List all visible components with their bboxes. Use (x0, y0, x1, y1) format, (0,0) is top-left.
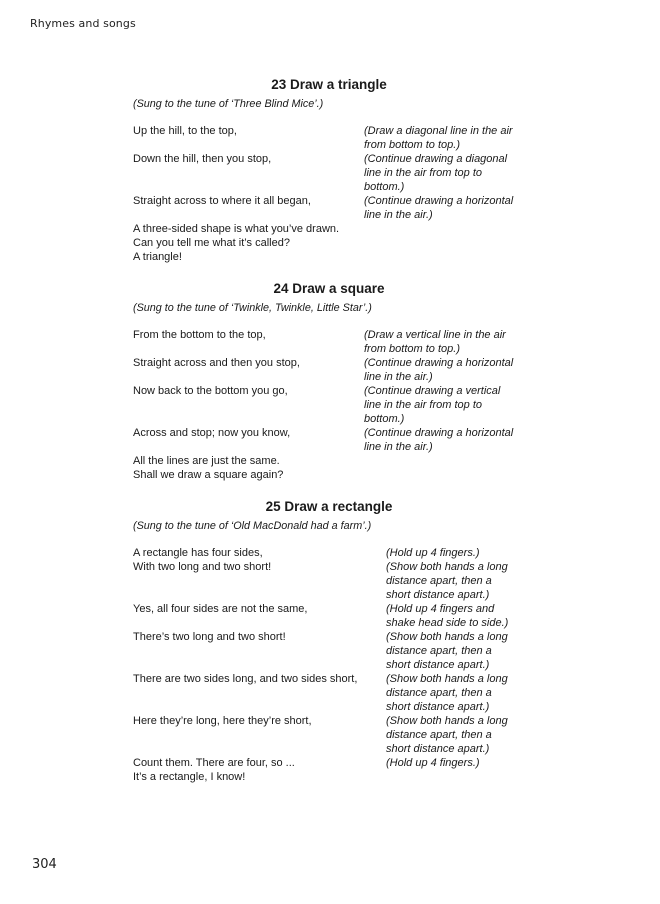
verse-row (133, 630, 553, 672)
lyric-line: Across and stop; now you know, (133, 427, 291, 439)
verse-row (133, 756, 553, 784)
lyric-line: Now back to the bottom you go, (133, 385, 288, 397)
song-tune: (Sung to the tune of ‘Three Blind Mice’.) (133, 98, 324, 110)
page-number: 304 (32, 857, 57, 872)
song-tune: (Sung to the tune of ‘Twinkle, Twinkle, Little Star’.) (133, 302, 372, 314)
song-title: 25 Draw a rectangle (265, 499, 393, 514)
lyric-line: A rectangle has four sides, (133, 547, 263, 559)
verse-row (133, 672, 553, 714)
verse-row (133, 454, 553, 482)
verse-row (133, 560, 553, 602)
action-note: (Continue drawing a vertical line in the air from top to bottom.) (364, 385, 501, 425)
song-25 (133, 499, 553, 784)
lyric-line: Straight across and then you stop, (133, 357, 300, 369)
lyric-line: A three-sided shape is what you’ve drawn. Can you tell me what it’s called? A triangle! (133, 223, 340, 263)
running-head: Rhymes and songs (30, 17, 136, 30)
action-note: (Continue drawing a horizontal line in the air.) (364, 357, 514, 383)
action-note: (Continue drawing a horizontal line in the air.) (364, 195, 514, 221)
action-note: (Draw a diagonal line in the air from bottom to top.) (364, 125, 513, 151)
song-24 (133, 281, 553, 482)
song-tune: (Sung to the tune of ‘Old MacDonald had a farm’.) (133, 520, 372, 532)
action-note: (Show both hands a long distance apart, then a short distance apart.) (386, 561, 508, 601)
verse-row (133, 546, 553, 560)
verse-row (133, 602, 553, 630)
lyric-line: All the lines are just the same. Shall we draw a square again? (133, 455, 284, 481)
verse-row (133, 124, 553, 151)
lyric-line: Straight across to where it all began, (133, 195, 311, 207)
lyric-line: Yes, all four sides are not the same, (133, 603, 308, 615)
verse-row (133, 426, 553, 454)
action-note: (Draw a vertical line in the air from bottom to top.) (364, 329, 506, 355)
lyric-line: Count them. There are four, so ... It’s a rectangle, I know! (133, 757, 295, 783)
action-note: (Continue drawing a diagonal line in the air from top to bottom.) (364, 153, 508, 193)
verse-row (133, 356, 553, 384)
lyric-line: Here they’re long, here they’re short, (133, 715, 312, 727)
action-note: (Continue drawing a horizontal line in the air.) (364, 427, 514, 453)
lyric-line: From the bottom to the top, (133, 329, 266, 341)
lyric-line: Up the hill, to the top, (133, 125, 237, 137)
action-note: (Show both hands a long distance apart, then a short distance apart.) (386, 715, 508, 755)
verse-row (133, 384, 553, 426)
verse-row (133, 194, 553, 222)
song-title: 24 Draw a square (273, 281, 385, 296)
action-note: (Hold up 4 fingers.) (386, 757, 480, 769)
verse-row (133, 152, 553, 194)
action-note: (Show both hands a long distance apart, then a short distance apart.) (386, 673, 508, 713)
lyric-line: With two long and two short! (133, 561, 272, 573)
verse-row (133, 222, 553, 264)
action-note: (Hold up 4 fingers.) (386, 547, 480, 559)
lyric-line: There are two sides long, and two sides short, (133, 673, 358, 685)
verse-row (133, 328, 553, 356)
lyric-line: Down the hill, then you stop, (133, 153, 272, 165)
song-title: 23 Draw a triangle (271, 77, 387, 92)
verse-row (133, 714, 553, 756)
lyric-line: There’s two long and two short! (133, 631, 286, 643)
action-note: (Hold up 4 fingers and shake head side to side.) (386, 603, 509, 629)
song-23 (133, 77, 553, 264)
action-note: (Show both hands a long distance apart, then a short distance apart.) (386, 631, 508, 671)
